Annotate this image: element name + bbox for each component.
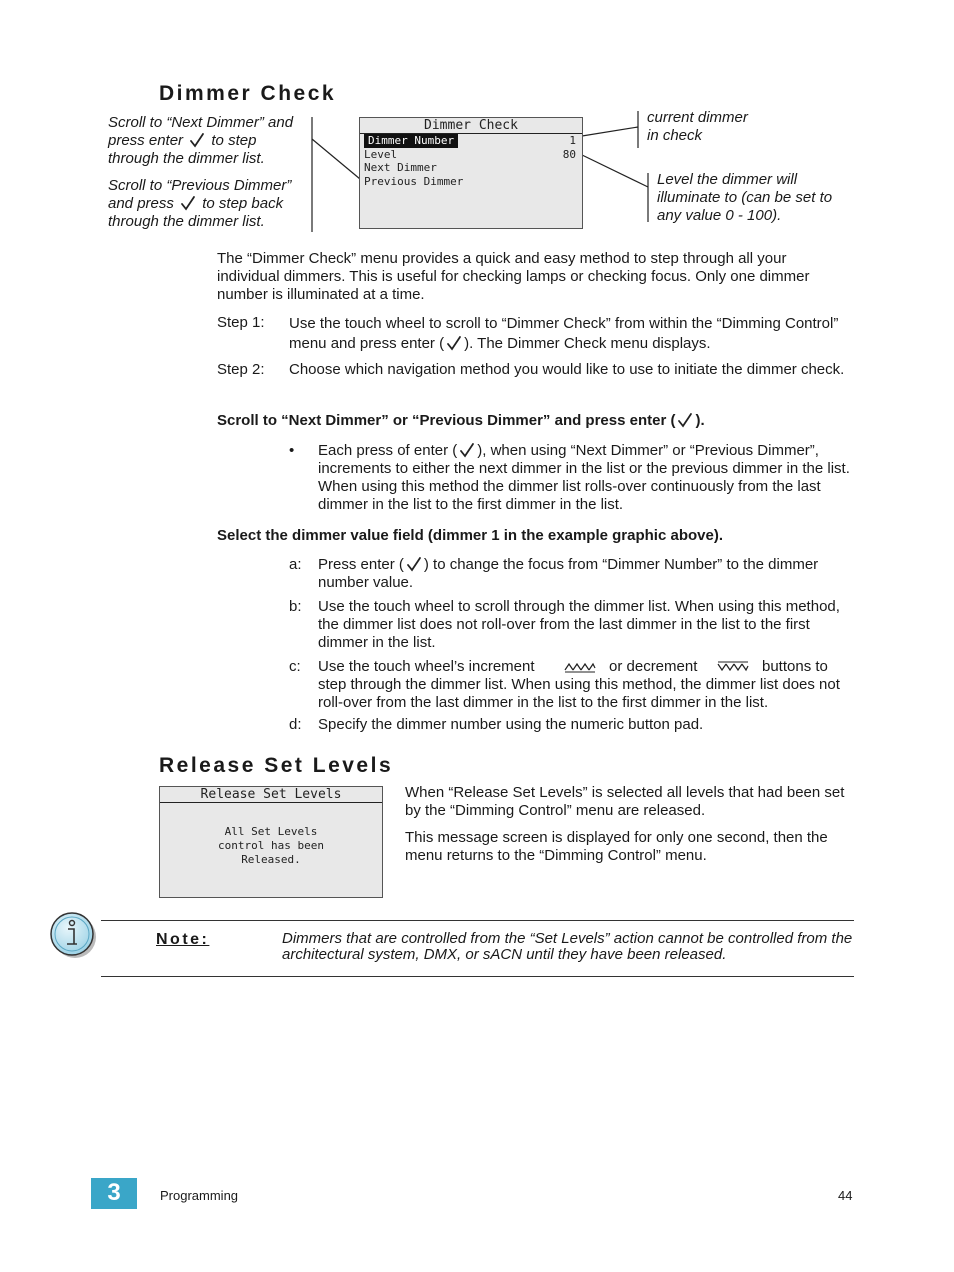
item-d-label: d: bbox=[289, 716, 302, 733]
enter-check-icon bbox=[446, 335, 462, 351]
release-paragraph-1: When “Release Set Levels” is selected all levels that had been set by the “Dimming Control” menu are released. bbox=[405, 784, 845, 819]
screen-row-previous-dimmer[interactable]: Previous Dimmer bbox=[364, 174, 464, 188]
release-screen bbox=[159, 786, 383, 898]
bullet-text: Each press of enter ( ), when using “Next Dimmer” or “Previous Dimmer”, increments to either the next dimmer in the list or the previous dimmer in the list. When using this method the dimmer list rolls-over continuously from the last dimmer in the list to the first dimmer in the list. bbox=[318, 442, 850, 513]
item-c-part2: or decrement bbox=[609, 658, 698, 675]
note-text: Dimmers that are controlled from the “Set Levels” action cannot be controlled from the architectural system, DMX, or sACN until they have been released. bbox=[282, 930, 853, 963]
item-a-label: a: bbox=[289, 556, 302, 573]
page-number: 44 bbox=[838, 1188, 853, 1203]
item-a-text: Press enter ( ) to change the focus from “Dimmer Number” to the dimmer number value. bbox=[318, 556, 819, 591]
note-top-rule bbox=[101, 920, 854, 921]
item-b-label: b: bbox=[289, 598, 302, 615]
increment-icon bbox=[564, 660, 596, 674]
release-paragraph-2: This message screen is displayed for only one second, then the menu returns to the “Dimming Control” menu. bbox=[405, 829, 828, 864]
release-screen-title: Release Set Levels bbox=[160, 787, 382, 803]
right-note-level: Level the dimmer will illuminate to (can be set to any value 0 - 100). bbox=[657, 171, 833, 224]
dimmer-check-heading: Dimmer Check bbox=[159, 82, 337, 105]
intro-paragraph: The “Dimmer Check” menu provides a quick and easy method to step through all your individual dimmers. This is useful for checking lamps or checking focus. Only one dimmer number is illuminated at a time. bbox=[217, 250, 810, 303]
step1-label: Step 1: bbox=[217, 314, 265, 331]
step2-text: Choose which navigation method you would like to use to initiate the dimmer check. bbox=[289, 361, 845, 378]
item-c-part1: Use the touch wheel’s increment bbox=[318, 658, 535, 675]
decrement-icon bbox=[717, 660, 749, 674]
item-c-label: c: bbox=[289, 658, 301, 675]
note-bottom-rule bbox=[101, 976, 854, 977]
item-c-part4: step through the dimmer list. When using this method, the dimmer list does not roll-over from the last dimmer in the list to the first dimmer in the list. bbox=[318, 676, 840, 711]
note-label: Note: bbox=[156, 931, 210, 948]
left-note-next: Scroll to “Next Dimmer” and press enter to step through the dimmer list. bbox=[108, 114, 294, 167]
item-d-text: Specify the dimmer number using the numeric button pad. bbox=[318, 716, 704, 733]
screen-row-dimmer-number[interactable]: Dimmer Number 1 bbox=[360, 134, 582, 148]
subheading-select: Select the dimmer value field (dimmer 1 in the example graphic above). bbox=[217, 527, 723, 544]
enter-check-icon bbox=[677, 412, 693, 428]
item-c-part3: buttons to bbox=[762, 658, 828, 675]
subheading-scroll: Scroll to “Next Dimmer” or “Previous Dimmer” and press enter ( ). bbox=[217, 412, 705, 429]
enter-check-icon bbox=[406, 556, 422, 572]
screen-row-level[interactable]: Level 80 bbox=[364, 147, 576, 161]
footer-section: Programming bbox=[160, 1188, 239, 1203]
step2-label: Step 2: bbox=[217, 361, 265, 378]
left-note-previous: Scroll to “Previous Dimmer” and press to step back through the dimmer list. bbox=[108, 177, 292, 230]
dimmer-check-screen bbox=[359, 117, 583, 229]
step1-text: Use the touch wheel to scroll to “Dimmer Check” from within the “Dimming Control” menu and press enter ( ). The Dimmer Check menu displays. bbox=[289, 315, 839, 352]
screen-title: Dimmer Check bbox=[360, 118, 582, 134]
enter-check-icon bbox=[459, 442, 475, 458]
chapter-badge: 3 bbox=[91, 1178, 137, 1209]
bullet-mark: • bbox=[289, 442, 295, 459]
right-note-current: current dimmer in check bbox=[647, 109, 748, 144]
info-icon bbox=[48, 908, 98, 960]
item-b-text: Use the touch wheel to scroll through the dimmer list. When using this method, the dimmer list does not roll-over from the last dimmer in the list to the first dimmer in the list. bbox=[318, 598, 840, 651]
screen-row-next-dimmer[interactable]: Next Dimmer bbox=[364, 161, 437, 174]
release-heading: Release Set Levels bbox=[159, 754, 394, 777]
release-screen-message: All Set Levels control has been Released. bbox=[218, 825, 324, 866]
